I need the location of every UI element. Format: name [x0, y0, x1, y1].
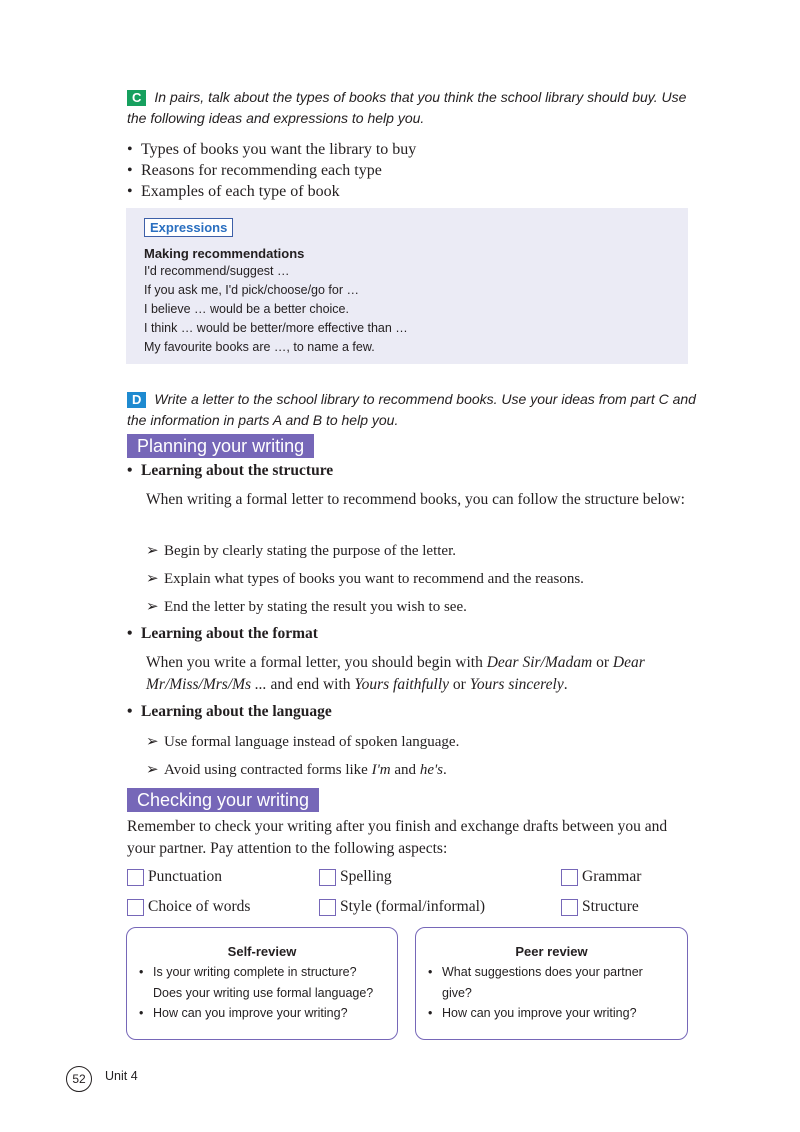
expressions-box [126, 208, 688, 364]
structure-heading: • Learning about the structure [127, 462, 334, 479]
language-heading: • Learning about the language [127, 703, 332, 720]
format-text: When you write a formal letter, you should begin with Dear Sir/Madam or Dear Mr/Miss/Mrs/Ms ... and end with Yours faithfully or Yours sincerely. [146, 654, 645, 693]
language-tip: ➢ Use formal language instead of spoken language. [146, 734, 460, 750]
checkbox[interactable] [319, 869, 336, 886]
format-heading: • Learning about the format [127, 625, 318, 642]
expressions-tag: Expressions [144, 218, 233, 237]
checkbox[interactable] [319, 899, 336, 916]
checklist-item[interactable]: Spelling [319, 867, 392, 887]
checklist-item[interactable]: Choice of words [127, 897, 250, 917]
self-review-line: • How can you improve your writing? [139, 1006, 348, 1020]
peer-review-title: Peer review [515, 944, 588, 959]
self-review-line: Does your writing use formal language? [153, 986, 374, 1000]
list-item: • Examples of each type of book [127, 183, 340, 200]
self-review-box [126, 927, 398, 1040]
checklist-item[interactable]: Grammar [561, 867, 641, 887]
expression-line: I think … would be better/more effective than … [144, 321, 408, 335]
checking-banner: Checking your writing [127, 788, 319, 812]
language-tip: ➢ Avoid using contracted forms like I'm and he's. [146, 762, 447, 778]
structure-step: ➢ End the letter by stating the result you wish to see. [146, 599, 467, 615]
part-c-badge: C [127, 90, 146, 106]
expression-line: I'd recommend/suggest … [144, 264, 290, 278]
unit-label: Unit 4 [105, 1069, 138, 1083]
self-review-line: • Is your writing complete in structure? [139, 965, 357, 979]
page-number: 52 [66, 1066, 92, 1092]
checking-intro: Remember to check your writing after you finish and exchange drafts between you and your partner. Pay attention to the following aspects: [127, 818, 668, 857]
part-d-instruction-text: Write a letter to the school library to recommend books. Use your ideas from part C and the information in parts A and B to help you. [127, 391, 696, 428]
list-item: • Types of books you want the library to buy [127, 141, 417, 158]
expression-line: I believe … would be a better choice. [144, 302, 349, 316]
planning-banner: Planning your writing [127, 434, 314, 458]
checklist-item[interactable]: Style (formal/informal) [319, 897, 485, 917]
peer-review-line: • How can you improve your writing? [428, 1006, 637, 1020]
list-item: • Reasons for recommending each type [127, 162, 382, 179]
checkbox[interactable] [127, 869, 144, 886]
structure-text: When writing a formal letter to recommend books, you can follow the structure below: [146, 491, 685, 508]
expression-line: My favourite books are …, to name a few. [144, 340, 375, 354]
part-d-badge: D [127, 392, 146, 408]
checkbox[interactable] [127, 899, 144, 916]
part-c-instruction [127, 87, 697, 129]
part-c-instruction-text: In pairs, talk about the types of books that you think the school library should buy. Use the following ideas and expressions to help you. [127, 89, 687, 126]
expression-line: If you ask me, I'd pick/choose/go for … [144, 283, 359, 297]
peer-review-box [415, 927, 688, 1040]
self-review-title: Self-review [227, 944, 297, 959]
part-c-bullet-list [127, 139, 416, 202]
peer-review-line: • What suggestions does your partner [428, 965, 643, 979]
checklist-item[interactable]: Punctuation [127, 867, 222, 887]
checkbox[interactable] [561, 899, 578, 916]
checkbox[interactable] [561, 869, 578, 886]
checklist-item[interactable]: Structure [561, 897, 639, 917]
peer-review-line: give? [442, 986, 472, 1000]
part-d-instruction [127, 389, 697, 431]
expressions-heading: Making recommendations [144, 246, 305, 261]
structure-step: ➢ Explain what types of books you want to recommend and the reasons. [146, 571, 584, 587]
structure-step: ➢ Begin by clearly stating the purpose of the letter. [146, 543, 457, 559]
